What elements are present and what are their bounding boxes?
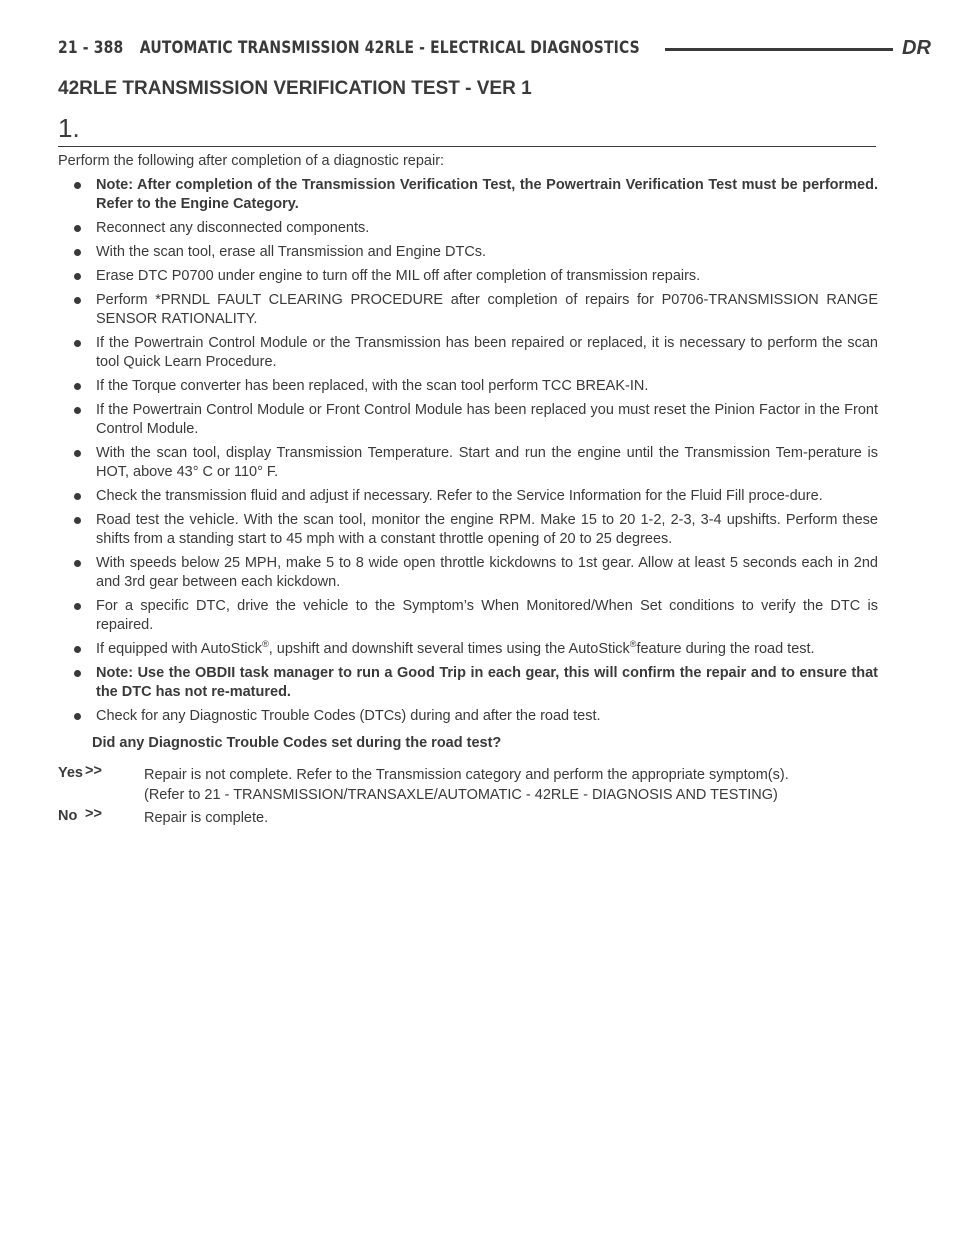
bullet-icon xyxy=(74,383,81,390)
list-item: Perform *PRNDL FAULT CLEARING PROCEDURE after completion of repairs for P0706-TRANSMISSION RANGE SENSOR RATIONALITY. xyxy=(72,291,878,329)
bullet-icon xyxy=(74,225,81,232)
answer-yes-label: Yes xyxy=(58,765,83,781)
list-item: If the Powertrain Control Module or Front Control Module has been replaced you must reset the Pinion Factor in the Front Control Module. xyxy=(72,401,878,439)
decision-question: Did any Diagnostic Trouble Codes set during the road test? xyxy=(92,735,502,751)
bullet-icon xyxy=(74,249,81,256)
bullet-icon xyxy=(74,407,81,414)
bullet-icon xyxy=(74,670,81,677)
list-item-autostick: If equipped with AutoStick®, upshift and downshift several times using the AutoStick®feature during the road test. xyxy=(72,640,878,659)
bullet-icon xyxy=(74,560,81,567)
list-item: With the scan tool, display Transmission Temperature. Start and run the engine until the Transmission Tem-perature is HOT, above 43° C or 110° F. xyxy=(72,444,878,482)
registered-mark: ® xyxy=(262,639,269,650)
list-item: Check the transmission fluid and adjust if necessary. Refer to the Service Information for the Fluid Fill proce-dure. xyxy=(72,487,878,506)
page-number: 21 - 388 xyxy=(58,38,124,58)
list-item: Reconnect any disconnected components. xyxy=(72,219,878,238)
chapter-title: AUTOMATIC TRANSMISSION 42RLE - ELECTRICAL DIAGNOSTICS xyxy=(139,38,640,58)
list-item: Note: Use the OBDII task manager to run a Good Trip in each gear, this will confirm the repair and to ensure that the DTC has not re-matured. xyxy=(72,664,878,702)
answer-yes-text: Repair is not complete. Refer to the Transmission category and perform the appropriate symptom(s). (Refer to 21 - TRANSMISSION/TRANSAXLE/AUTOMATIC - 42RLE - DIAGNOSIS AND TESTING) xyxy=(144,767,789,803)
bullet-icon xyxy=(74,273,81,280)
registered-mark: ® xyxy=(629,639,637,650)
bullet-icon xyxy=(74,450,81,457)
header-text xyxy=(58,38,640,58)
model-code: DR xyxy=(902,37,931,59)
bullet-icon xyxy=(74,297,81,304)
bullet-icon xyxy=(74,646,81,653)
list-item: If the Powertrain Control Module or the Transmission has been repaired or replaced, it is necessary to perform the scan tool Quick Learn Procedure. xyxy=(72,334,878,372)
answer-no-arrow: >> xyxy=(85,806,102,822)
step-divider xyxy=(58,146,876,147)
answer-no-label: No xyxy=(58,808,78,824)
list-item: For a specific DTC, drive the vehicle to the Symptom’s When Monitored/When Set conditions to verify the DTC is repaired. xyxy=(72,597,878,635)
header-rule xyxy=(665,48,893,51)
list-item: Road test the vehicle. With the scan tool, monitor the engine RPM. Make 15 to 20 1-2, 2-3, 3-4 upshifts. Perform these shifts from a standing start to 45 mph with a constant throttle opening of 20 to 25 degrees. xyxy=(72,511,878,549)
bullet-icon xyxy=(74,603,81,610)
step-number: 1. xyxy=(58,113,80,143)
bullet-icon xyxy=(74,493,81,500)
bullet-icon xyxy=(74,182,81,189)
list-item: If the Torque converter has been replaced, with the scan tool perform TCC BREAK-IN. xyxy=(72,377,878,396)
bullet-icon xyxy=(74,517,81,524)
list-item: With the scan tool, erase all Transmission and Engine DTCs. xyxy=(72,243,878,262)
list-item: Erase DTC P0700 under engine to turn off the MIL off after completion of transmission repairs. xyxy=(72,267,878,286)
answer-no-text: Repair is complete. xyxy=(144,810,269,826)
intro-text: Perform the following after completion of a diagnostic repair: xyxy=(58,153,445,169)
list-item: Check for any Diagnostic Trouble Codes (DTCs) during and after the road test. xyxy=(72,707,878,726)
answer-yes-arrow: >> xyxy=(85,763,102,779)
section-title: 42RLE TRANSMISSION VERIFICATION TEST - VER 1 xyxy=(58,78,532,99)
bullet-icon xyxy=(74,340,81,347)
bullet-icon xyxy=(74,713,81,720)
list-item: With speeds below 25 MPH, make 5 to 8 wide open throttle kickdowns to 1st gear. Allow at least 5 seconds each in 2nd and 3rd gear between each kickdown. xyxy=(72,554,878,592)
page-header xyxy=(58,37,931,64)
list-item: Note: After completion of the Transmission Verification Test, the Powertrain Verification Test must be performed. Refer to the Engine Category. xyxy=(72,176,878,214)
procedure-list xyxy=(72,176,878,731)
